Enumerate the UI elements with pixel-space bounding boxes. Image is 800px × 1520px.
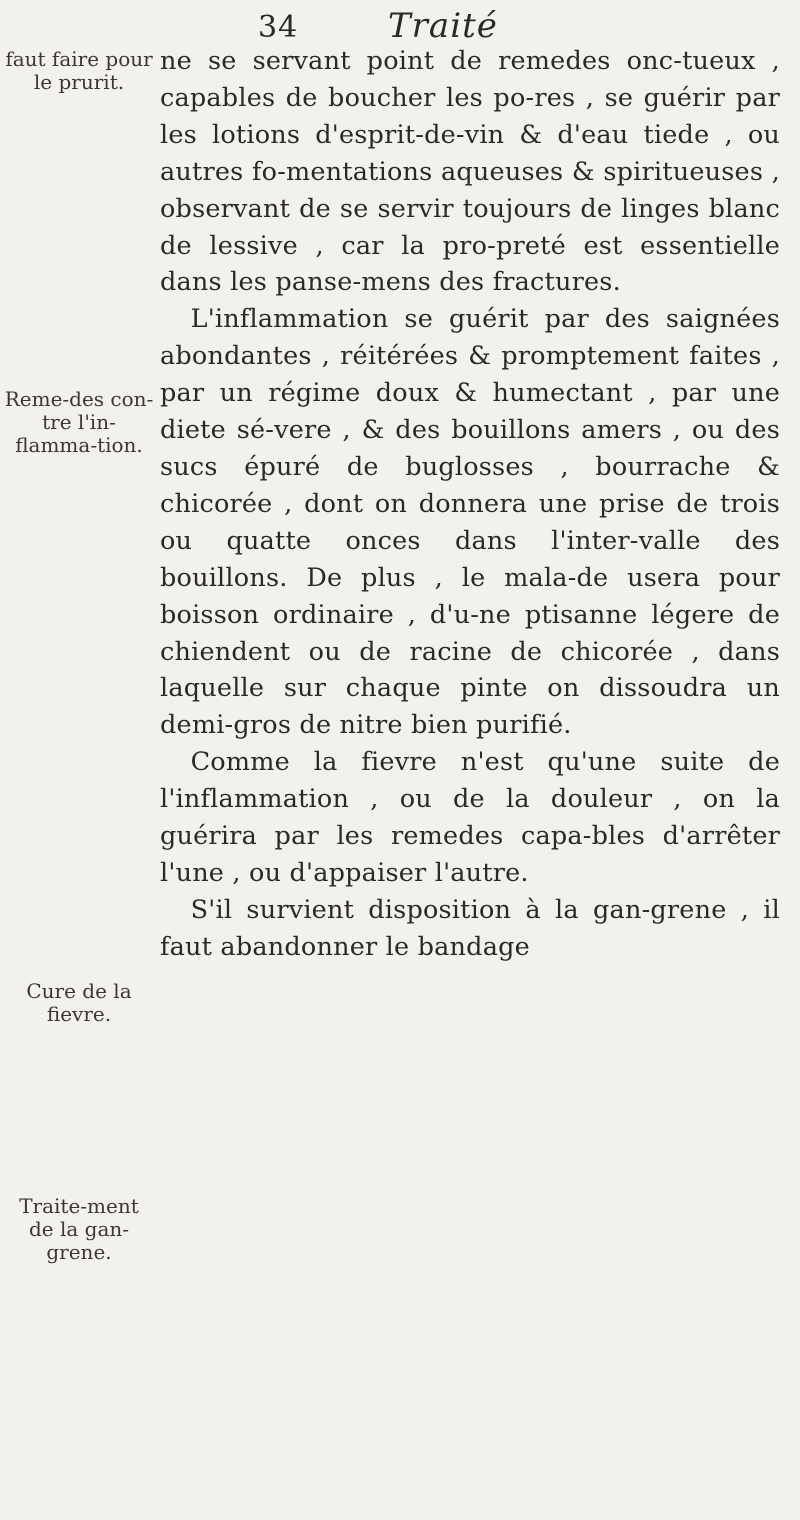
page-header — [0, 6, 800, 46]
margin-note-gangrene: Traite-ment de la gan-grene. — [19, 1194, 139, 1264]
margin-note-prurit: faut faire pour le prurit. — [5, 47, 153, 94]
body-text — [160, 43, 780, 966]
margin-note-inflammation: Reme-des con-tre l'in-flamma-tion. — [4, 387, 154, 457]
running-title: Traité — [388, 6, 498, 46]
margin-note-fievre: Cure de la fievre. — [26, 979, 132, 1026]
page-number: 34 — [258, 10, 299, 45]
paragraph-lotions: ne se servant point de remedes onc-tueux , capables de boucher les po-res , se guérir par les lotions d'esprit-de-vin & d'eau tiede , ou autres fo-mentations aqueuses & spiritueuses , observant de se servir toujours de linges blanc de lessive , car la pro-preté est essentielle dans les panse-mens des fractures. — [160, 46, 780, 298]
paragraph-fievre: Comme la fievre n'est qu'une suite de l'inflammation , ou de la douleur , on la guérira par les remedes capa-bles d'arrêter l'une , ou d'appaiser l'autre. — [160, 747, 780, 888]
paragraph-inflammation: L'inflammation se guérit par des saignées abondantes , réitérées & promptement faites , par un régime doux & humectant , par une diete sé-vere , & des bouillons amers , ou des sucs épuré de buglosses , bourrache & chicorée , dont on donnera une prise de trois ou quatte onces dans l'inter-valle des bouillons. De plus , le mala-de usera pour boisson ordinaire , d'u-ne ptisanne légere de chiendent ou de racine de chicorée , dans laquelle sur chaque pinte on dissoudra un demi-gros de nitre bien purifié. — [160, 304, 780, 741]
paragraph-gangrene: S'il survient disposition à la gan-grene , il faut abandonner le bandage — [160, 894, 780, 962]
